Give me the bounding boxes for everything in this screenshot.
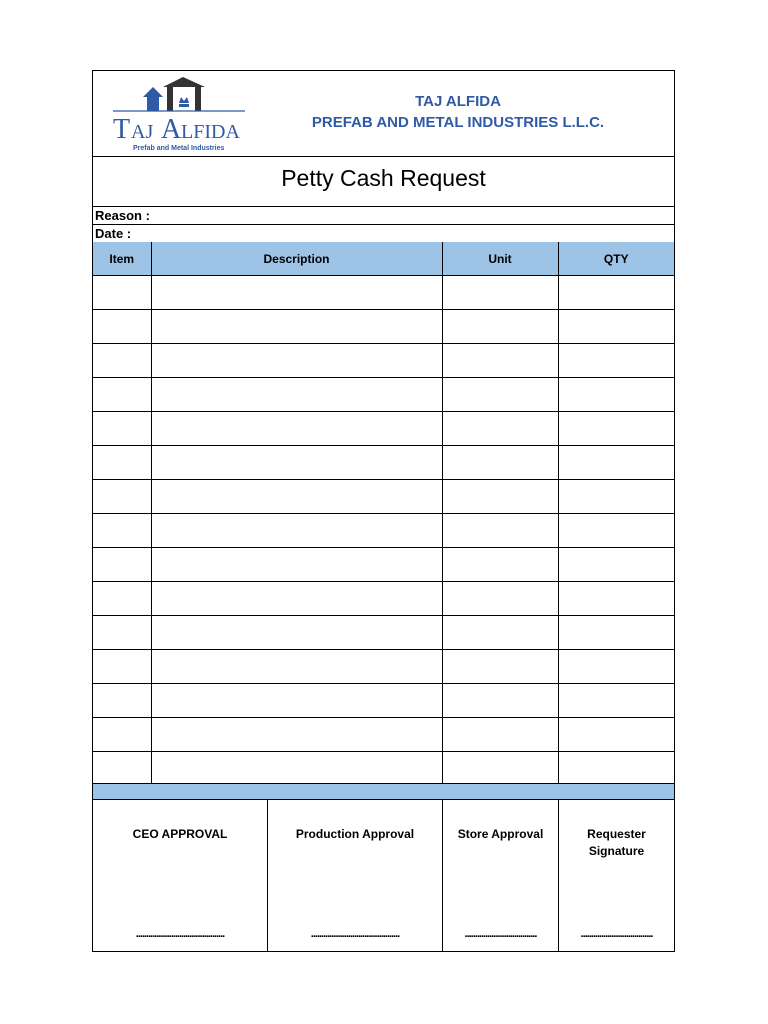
unit-cell[interactable] bbox=[442, 616, 558, 650]
table-row bbox=[93, 310, 674, 344]
header-qty: QTY bbox=[558, 242, 674, 276]
company-logo bbox=[109, 75, 249, 153]
item-cell[interactable] bbox=[93, 684, 151, 718]
description-cell[interactable] bbox=[151, 344, 442, 378]
petty-cash-form bbox=[92, 70, 675, 952]
item-cell[interactable] bbox=[93, 310, 151, 344]
unit-cell[interactable] bbox=[442, 684, 558, 718]
item-cell[interactable] bbox=[93, 446, 151, 480]
production-signature-line: ........................................... bbox=[310, 928, 400, 940]
item-cell[interactable] bbox=[93, 378, 151, 412]
requester-signature-box[interactable] bbox=[559, 800, 674, 952]
qty-cell[interactable] bbox=[558, 344, 674, 378]
item-cell[interactable] bbox=[93, 480, 151, 514]
logo-tagline: Prefab and Metal Industries bbox=[133, 145, 225, 152]
store-approval-label: Store Approval bbox=[457, 827, 544, 841]
logo-text: T bbox=[113, 114, 131, 145]
qty-cell[interactable] bbox=[558, 684, 674, 718]
item-cell[interactable] bbox=[93, 276, 151, 310]
description-cell[interactable] bbox=[151, 548, 442, 582]
qty-cell[interactable] bbox=[558, 412, 674, 446]
table-row bbox=[93, 514, 674, 548]
qty-cell[interactable] bbox=[558, 752, 674, 786]
qty-cell[interactable] bbox=[558, 514, 674, 548]
form-title: Petty Cash Request bbox=[281, 165, 486, 191]
description-cell[interactable] bbox=[151, 650, 442, 684]
qty-cell[interactable] bbox=[558, 616, 674, 650]
ceo-signature-line: ........................................... bbox=[135, 928, 225, 940]
items-table bbox=[93, 242, 674, 786]
table-row bbox=[93, 548, 674, 582]
description-cell[interactable] bbox=[151, 582, 442, 616]
table-row bbox=[93, 616, 674, 650]
unit-cell[interactable] bbox=[442, 378, 558, 412]
ceo-approval-label: CEO APPROVAL bbox=[132, 827, 228, 841]
reason-label: Reason : bbox=[95, 208, 150, 223]
svg-text:A: A bbox=[161, 114, 182, 145]
description-cell[interactable] bbox=[151, 412, 442, 446]
item-cell[interactable] bbox=[93, 650, 151, 684]
date-field[interactable] bbox=[93, 225, 674, 243]
unit-cell[interactable] bbox=[442, 582, 558, 616]
qty-cell[interactable] bbox=[558, 276, 674, 310]
description-cell[interactable] bbox=[151, 378, 442, 412]
reason-field[interactable] bbox=[93, 207, 674, 225]
separator-band bbox=[93, 783, 674, 800]
table-row bbox=[93, 344, 674, 378]
table-header-row bbox=[93, 242, 674, 276]
item-cell[interactable] bbox=[93, 514, 151, 548]
qty-cell[interactable] bbox=[558, 650, 674, 684]
approvals-section bbox=[93, 800, 674, 952]
item-cell[interactable] bbox=[93, 752, 151, 786]
table-row bbox=[93, 480, 674, 514]
qty-cell[interactable] bbox=[558, 446, 674, 480]
ceo-approval-box[interactable] bbox=[93, 800, 268, 952]
date-label: Date : bbox=[95, 226, 132, 241]
unit-cell[interactable] bbox=[442, 514, 558, 548]
item-cell[interactable] bbox=[93, 344, 151, 378]
description-cell[interactable] bbox=[151, 684, 442, 718]
svg-text:AJ: AJ bbox=[131, 121, 154, 143]
description-cell[interactable] bbox=[151, 276, 442, 310]
item-cell[interactable] bbox=[93, 718, 151, 752]
requester-signature-line: ................................... bbox=[580, 928, 653, 940]
item-cell[interactable] bbox=[93, 582, 151, 616]
qty-cell[interactable] bbox=[558, 310, 674, 344]
qty-cell[interactable] bbox=[558, 718, 674, 752]
qty-cell[interactable] bbox=[558, 548, 674, 582]
company-name: TAJ ALFIDA bbox=[415, 93, 501, 110]
description-cell[interactable] bbox=[151, 616, 442, 650]
item-cell[interactable] bbox=[93, 412, 151, 446]
header-unit: Unit bbox=[442, 242, 558, 276]
requester-signature-label: Requester Signature bbox=[587, 827, 646, 858]
unit-cell[interactable] bbox=[442, 344, 558, 378]
unit-cell[interactable] bbox=[442, 548, 558, 582]
table-row bbox=[93, 718, 674, 752]
item-cell[interactable] bbox=[93, 616, 151, 650]
header-description: Description bbox=[151, 242, 442, 276]
description-cell[interactable] bbox=[151, 718, 442, 752]
description-cell[interactable] bbox=[151, 446, 442, 480]
qty-cell[interactable] bbox=[558, 378, 674, 412]
table-row bbox=[93, 752, 674, 786]
store-approval-box[interactable] bbox=[443, 800, 559, 952]
title-row bbox=[93, 157, 674, 207]
svg-text:LFIDA: LFIDA bbox=[181, 121, 240, 143]
table-row bbox=[93, 650, 674, 684]
unit-cell[interactable] bbox=[442, 752, 558, 786]
unit-cell[interactable] bbox=[442, 310, 558, 344]
unit-cell[interactable] bbox=[442, 650, 558, 684]
table-row bbox=[93, 378, 674, 412]
table-row bbox=[93, 446, 674, 480]
qty-cell[interactable] bbox=[558, 582, 674, 616]
header-item: Item bbox=[93, 242, 151, 276]
unit-cell[interactable] bbox=[442, 446, 558, 480]
description-cell[interactable] bbox=[151, 752, 442, 786]
table-row bbox=[93, 582, 674, 616]
description-cell[interactable] bbox=[151, 514, 442, 548]
table-row bbox=[93, 412, 674, 446]
description-cell[interactable] bbox=[151, 480, 442, 514]
description-cell[interactable] bbox=[151, 310, 442, 344]
unit-cell[interactable] bbox=[442, 480, 558, 514]
form-header bbox=[93, 71, 674, 157]
unit-cell[interactable] bbox=[442, 412, 558, 446]
unit-cell[interactable] bbox=[442, 718, 558, 752]
table-row bbox=[93, 684, 674, 718]
table-row bbox=[93, 276, 674, 310]
unit-cell[interactable] bbox=[442, 276, 558, 310]
production-approval-box[interactable] bbox=[268, 800, 443, 952]
store-signature-line: ................................... bbox=[464, 928, 537, 940]
company-subtitle: PREFAB AND METAL INDUSTRIES L.L.C. bbox=[311, 114, 605, 131]
item-cell[interactable] bbox=[93, 548, 151, 582]
production-approval-label: Production Approval bbox=[295, 827, 415, 841]
company-name-block bbox=[293, 91, 623, 133]
qty-cell[interactable] bbox=[558, 480, 674, 514]
